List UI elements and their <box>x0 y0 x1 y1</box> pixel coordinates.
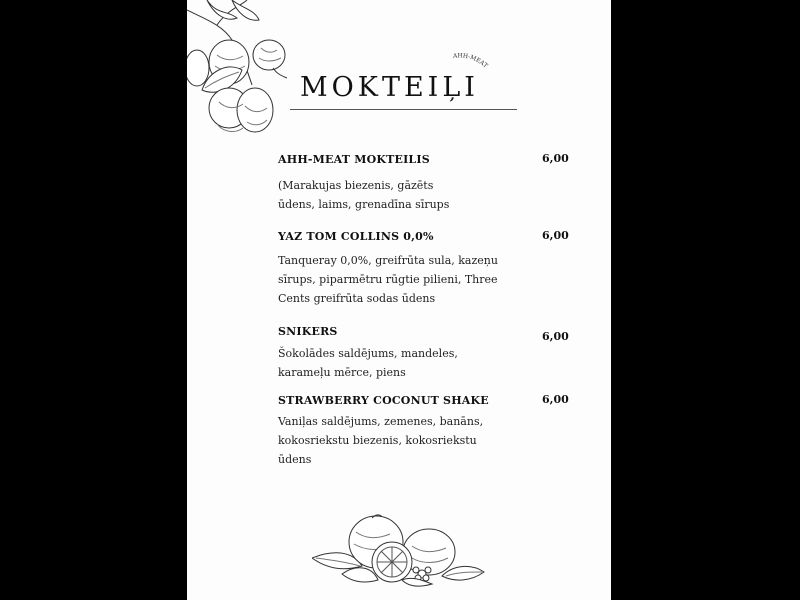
menu-item-name: AHH-MEAT MOKTEILIS <box>278 153 430 166</box>
menu-page <box>187 0 611 600</box>
description-line: sīrups, piparmētru rūgtie pilieni, Three <box>278 273 498 286</box>
menu-item-description <box>278 251 518 308</box>
menu-item-name: SNIKERS <box>278 325 338 338</box>
menu-item-price: 6,00 <box>542 152 569 165</box>
description-line: ūdens <box>278 453 312 466</box>
description-line: ūdens, laims, grenadīna sīrups <box>278 198 450 211</box>
description-line: (Marakujas biezenis, gāzēts <box>278 179 434 192</box>
citrus-illustration <box>312 510 492 590</box>
description-line: karameļu mērce, piens <box>278 366 406 379</box>
menu-item-description <box>278 344 518 382</box>
menu-item-price: 6,00 <box>542 330 569 343</box>
description-line: Šokolādes saldējums, mandeles, <box>278 347 458 360</box>
svg-text:AHH-MEAT: AHH-MEAT <box>452 52 489 70</box>
menu-item-name: STRAWBERRY COCONUT SHAKE <box>278 394 489 407</box>
description-line: Tanqueray 0,0%, greifrūta sula, kazeņu <box>278 254 498 267</box>
menu-item-name: YAZ TOM COLLINS 0,0% <box>278 230 434 243</box>
title-divider <box>290 109 517 110</box>
fruit-branch-illustration <box>187 0 297 140</box>
menu-item-description <box>278 412 518 469</box>
description-line: Vaniļas saldējums, zemenes, banāns, <box>278 415 484 428</box>
menu-title: MOKTEIĻI <box>300 72 479 103</box>
description-line: Cents greifrūta sodas ūdens <box>278 292 436 305</box>
description-line: kokosriekstu biezenis, kokosriekstu <box>278 434 477 447</box>
menu-item-description <box>278 176 518 214</box>
menu-item-price: 6,00 <box>542 229 569 242</box>
menu-item-price: 6,00 <box>542 393 569 406</box>
